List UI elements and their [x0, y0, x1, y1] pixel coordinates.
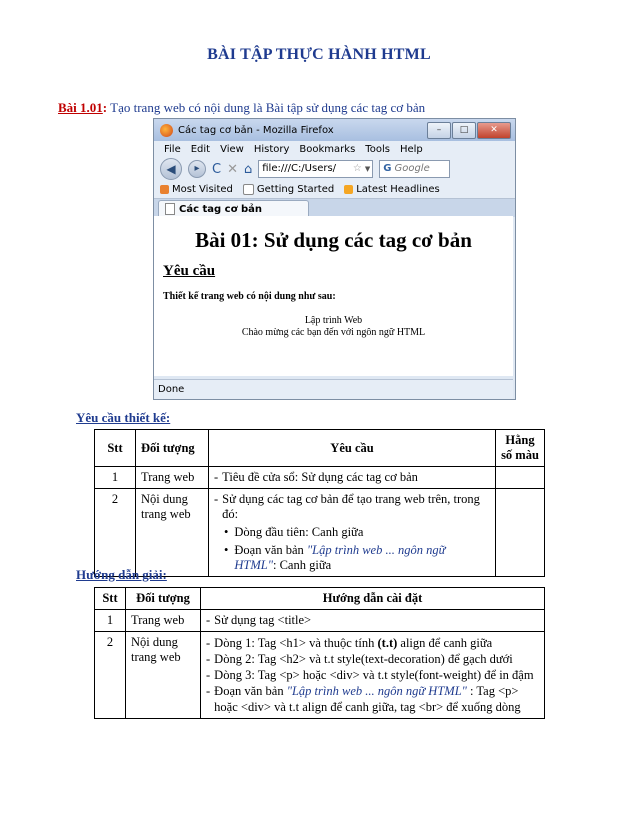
column-header-guide: Hướng dẫn cài đặt: [201, 588, 545, 610]
bullet-text: [234, 543, 490, 573]
centered-line-1: Lập trình Web: [304, 315, 363, 326]
bullet-quote: "Lập trình web ... ngôn ngữ HTML": [234, 543, 446, 572]
column-header-requirement: Yêu cầu: [209, 430, 496, 467]
dash: -: [206, 684, 211, 698]
row-guide: [201, 610, 545, 632]
rss-icon: [344, 185, 353, 194]
home-icon[interactable]: ⌂: [243, 161, 253, 177]
table-header-row: [95, 430, 545, 467]
centered-line-2: Chào mừng các bạn đến với ngôn ngữ HTML: [241, 327, 426, 338]
guide-text-bold: (t.t): [377, 636, 398, 650]
guide-text: Sử dụng tag <title>: [214, 613, 312, 627]
row-color: [496, 489, 545, 577]
url-dropdown-icon[interactable]: ▼: [364, 165, 371, 173]
document-title: BÀI TẬP THỰC HÀNH HTML: [207, 46, 431, 63]
table-row: [95, 610, 545, 632]
column-header-stt: Stt: [95, 588, 126, 610]
menu-help[interactable]: Help: [399, 143, 423, 155]
search-placeholder: Google: [394, 163, 430, 174]
reload-icon[interactable]: C: [212, 161, 222, 177]
table-row: [95, 467, 545, 489]
column-header-color-constant: Hằng số màu: [496, 430, 545, 467]
row-requirement: [209, 489, 496, 577]
page-icon: [243, 184, 254, 195]
bullet-icon: •: [224, 525, 229, 539]
task-colon: :: [102, 100, 108, 115]
dash: -: [214, 470, 219, 484]
menu-bookmarks[interactable]: Bookmarks: [299, 143, 356, 155]
search-input[interactable]: [379, 160, 450, 178]
guide-quote: "Lập trình web ... ngôn ngữ HTML": [286, 684, 467, 698]
row-stt: 2: [95, 632, 126, 719]
task-description: Tạo trang web có nội dung là Bài tập sử dụng các tag cơ bản: [107, 100, 426, 115]
guide-text: Dòng 2: Tag <h2> và t.t style(text-decoration) để gạch dưới: [214, 652, 513, 666]
requirements-table: [94, 429, 545, 577]
guide-text: [214, 683, 539, 715]
row-object: Nội dung trang web: [126, 632, 201, 719]
list-item: [214, 543, 490, 573]
guide-text-pre: Đoạn văn bản: [214, 684, 287, 698]
status-bar: Done: [154, 379, 513, 399]
bookmark-label: Latest Headlines: [356, 184, 440, 195]
window-controls: [427, 122, 511, 139]
row-stt: 1: [95, 467, 136, 489]
row-object: Nội dung trang web: [136, 489, 209, 577]
forward-button[interactable]: ▸: [188, 160, 206, 178]
menu-history[interactable]: History: [253, 143, 290, 155]
guide-table: [94, 587, 545, 719]
dash: -: [206, 636, 211, 650]
minimize-button[interactable]: –: [427, 122, 451, 139]
bookmark-latest-headlines[interactable]: [344, 184, 440, 195]
menu-tools[interactable]: Tools: [365, 143, 390, 155]
browser-titlebar: [154, 119, 515, 141]
dash: -: [206, 652, 211, 666]
row-guide: [201, 632, 545, 719]
bullet-text: Dòng đầu tiên: Canh giữa: [234, 525, 364, 539]
maximize-button[interactable]: □: [452, 122, 476, 139]
navigation-toolbar: [154, 157, 515, 181]
bookmark-most-visited[interactable]: [160, 184, 233, 195]
page-icon: [165, 203, 175, 215]
firefox-bookmark-icon: [160, 185, 169, 194]
bookmark-getting-started[interactable]: [243, 184, 334, 195]
dash: -: [206, 613, 211, 627]
bookmark-star-icon[interactable]: ☆: [352, 163, 362, 174]
table-row: [95, 632, 545, 719]
row-object: Trang web: [126, 610, 201, 632]
bookmark-label: Most Visited: [172, 184, 233, 195]
dash: -: [214, 492, 219, 506]
page-heading-h1: Bài 01: Sử dụng các tag cơ bản: [195, 228, 472, 252]
tab-strip: [154, 199, 515, 217]
browser-viewport: [154, 216, 513, 376]
bullet-icon: •: [224, 543, 229, 557]
window-title: Các tag cơ bản - Mozilla Firefox: [178, 124, 334, 136]
column-header-object: Đối tượng: [136, 430, 209, 467]
close-button[interactable]: ✕: [477, 122, 511, 139]
url-bar[interactable]: [258, 160, 373, 178]
task-heading: [58, 100, 425, 116]
column-header-stt: Stt: [95, 430, 136, 467]
guide-text-post: : Tag <p> hoặc <div> và t.t align để canh giữa, tag <br> để xuống dòng: [214, 684, 521, 714]
url-text: file:///C:/Users/: [262, 163, 337, 174]
row-stt: 1: [95, 610, 126, 632]
bookmark-label: Getting Started: [256, 184, 335, 195]
menu-file[interactable]: File: [164, 143, 181, 155]
column-header-object: Đối tượng: [126, 588, 201, 610]
page-bold-paragraph: Thiết kế trang web có nội dung như sau:: [163, 291, 336, 302]
requirement-text: Tiêu đề cửa sổ: Sử dụng các tag cơ bản: [222, 470, 418, 484]
requirements-heading: Yêu cầu thiết kế:: [76, 410, 171, 425]
table-row: [95, 489, 545, 577]
row-stt: 2: [95, 489, 136, 577]
menu-bar: [154, 141, 515, 157]
tab-label: Các tag cơ bản: [179, 203, 262, 215]
guide-text-pre: Dòng 1: Tag <h1> và thuộc tính: [214, 636, 378, 650]
row-requirement: [209, 467, 496, 489]
menu-edit[interactable]: Edit: [190, 143, 211, 155]
firefox-icon: [160, 124, 173, 137]
back-button[interactable]: ◀: [160, 158, 182, 180]
guide-heading: Hướng dẫn giải:: [76, 567, 167, 582]
google-icon: G: [383, 163, 392, 174]
bullet-text-post: : Canh giữa: [272, 558, 332, 572]
list-item: [214, 525, 490, 540]
row-object: Trang web: [136, 467, 209, 489]
browser-screenshot: [153, 118, 516, 400]
guide-text: Dòng 3: Tag <p> hoặc <div> và t.t style(font-weight) để in đậm: [214, 668, 534, 682]
page-centered-text: [154, 315, 513, 339]
task-number: Bài 1.01: [58, 100, 103, 115]
guide-text-post: align để canh giữa: [397, 636, 493, 650]
requirement-text: Sử dụng các tag cơ bản để tạo trang web trên, trong đó:: [222, 492, 480, 521]
bookmarks-toolbar: [154, 181, 515, 199]
page-heading-h2: Yêu cầu: [163, 263, 216, 279]
tab-cac-tag-co-ban[interactable]: [158, 200, 309, 217]
bullet-text-pre: Đoạn văn bản: [234, 543, 307, 557]
row-color: [496, 467, 545, 489]
menu-view[interactable]: View: [220, 143, 244, 155]
dash: -: [206, 668, 211, 682]
guide-text: [214, 635, 492, 651]
table-header-row: [95, 588, 545, 610]
stop-icon[interactable]: ✕: [227, 161, 238, 177]
